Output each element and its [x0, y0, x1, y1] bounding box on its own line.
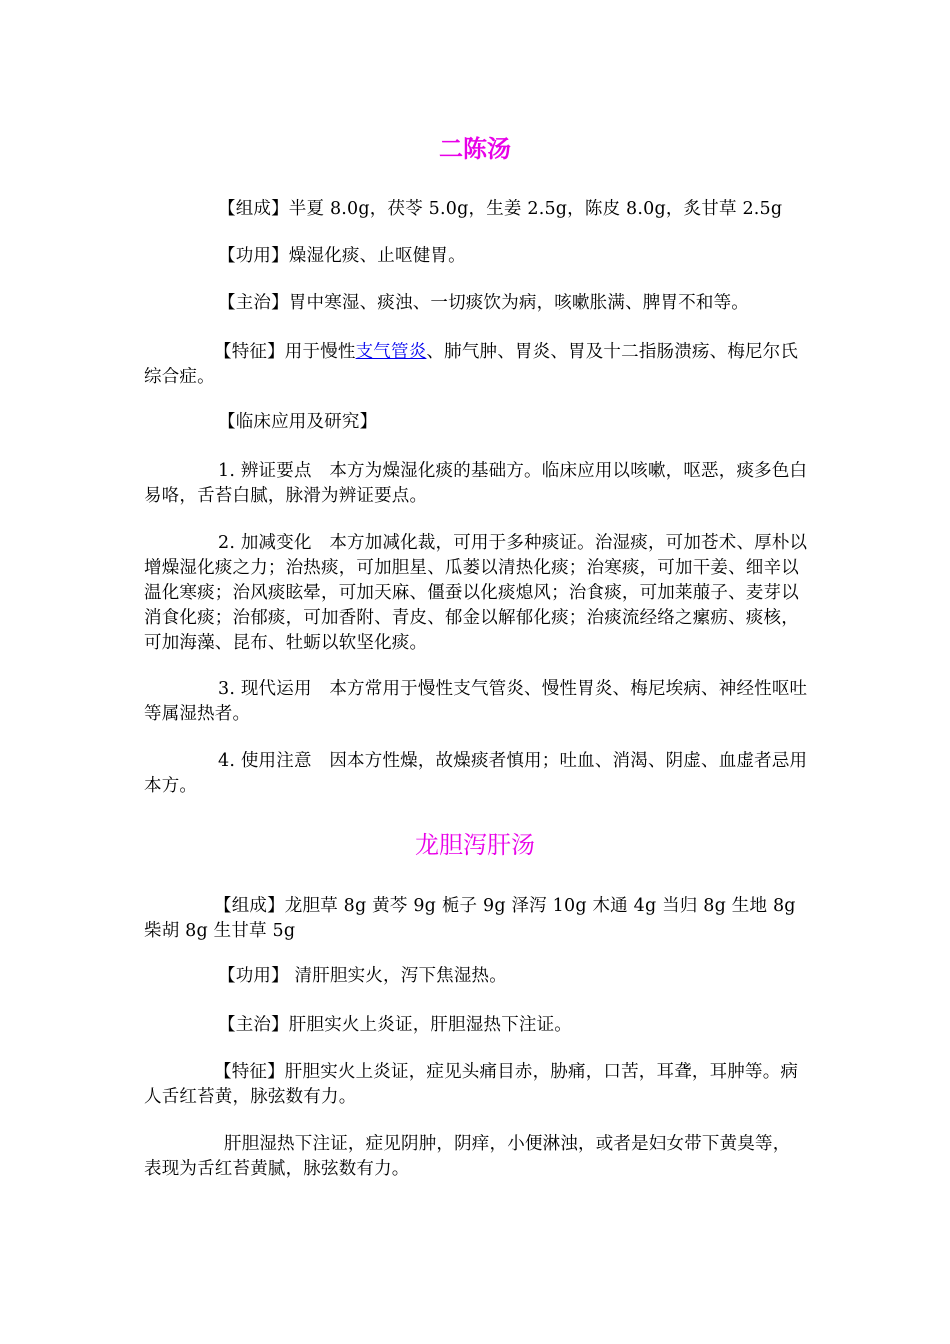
section1-feature-suffix: 、肺气肿、胃炎、胃及十二指肠溃疡、梅尼尔氏综合症。	[144, 342, 799, 387]
section2-title: 龙胆泻肝汤	[415, 831, 535, 859]
section1-title: 二陈汤	[439, 134, 511, 163]
section2-composition-text: 【组成】龙胆草 8g 黄芩 9g 栀子 9g 泽泻 10g 木通 4g 当归 8g 生地 8g 柴胡 8g 生甘草 5g	[144, 896, 796, 941]
section2-extra	[144, 1132, 808, 1182]
section2-function-text: 【功用】 清肝胆实火，泻下焦湿热。	[218, 966, 507, 986]
section1-item2-text: 2. 加减变化 本方加减化裁，可用于多种痰证。治湿痰，可加苍术、厚朴以增燥湿化痰之力；治热痰，可加胆星、瓜蒌以清热化痰；治寒痰，可加干姜、细辛以温化寒痰；治风痰眩晕，可加天麻、僵蚕以化痰熄风；治食痰，可加莱菔子、麦芽以消食化痰；治郁痰，可加香附、青皮、郁金以解郁化痰；治痰流经络之瘰疬、痰核，可加海藻、昆布、牡蛎以软坚化痰。	[144, 533, 808, 653]
section1-item3	[144, 677, 808, 727]
section1-feature-prefix: 【特征】用于慢性	[214, 342, 356, 362]
section1-function-text: 【功用】燥湿化痰、止呕健胃。	[218, 246, 466, 266]
section1-item1-text: 1. 辨证要点 本方为燥湿化痰的基础方。临床应用以咳嗽，呕恶，痰多色白易咯，舌苔白腻，脉滑为辨证要点。	[144, 461, 808, 506]
section1-function	[144, 244, 808, 269]
section1-composition-text: 【组成】半夏 8.0g，茯苓 5.0g，生姜 2.5g，陈皮 8.0g，炙甘草 2.5g	[218, 199, 783, 219]
section2-feature	[144, 1060, 808, 1110]
section2-feature-text: 【特征】肝胆实火上炎证，症见头痛目赤，胁痛，口苦，耳聋，耳肿等。病人舌红苔黄，脉弦数有力。	[144, 1062, 799, 1107]
section1-clinical-text: 【临床应用及研究】	[218, 412, 378, 432]
section2-indication-text: 【主治】肝胆实火上炎证，肝胆湿热下注证。	[218, 1015, 572, 1035]
bronchitis-link[interactable]: 支气管炎	[355, 342, 427, 362]
section1-composition	[144, 197, 808, 222]
section2-function	[144, 964, 808, 989]
section1-item2	[144, 531, 808, 656]
section2-composition	[144, 894, 808, 944]
section1-indication-text: 【主治】胃中寒湿、痰浊、一切痰饮为病，咳嗽胀满、脾胃不和等。	[218, 293, 749, 313]
section1-item4-text: 4. 使用注意 因本方性燥，故燥痰者慎用；吐血、消渴、阴虚、血虚者忌用本方。	[144, 751, 808, 796]
section2-extra-text: 肝胆湿热下注证，症见阴肿，阴痒，小便淋浊，或者是妇女带下黄臭等，表现为舌红苔黄腻，脉弦数有力。	[144, 1134, 791, 1179]
section1-indication	[144, 291, 808, 316]
section1-item1	[144, 459, 808, 509]
section1-item4	[144, 749, 808, 799]
section1-feature	[144, 340, 808, 390]
section1-clinical-heading	[144, 410, 808, 435]
section2-indication	[144, 1013, 808, 1038]
section1-item3-text: 3. 现代运用 本方常用于慢性支气管炎、慢性胃炎、梅尼埃病、神经性呕吐等属湿热者。	[144, 679, 808, 724]
